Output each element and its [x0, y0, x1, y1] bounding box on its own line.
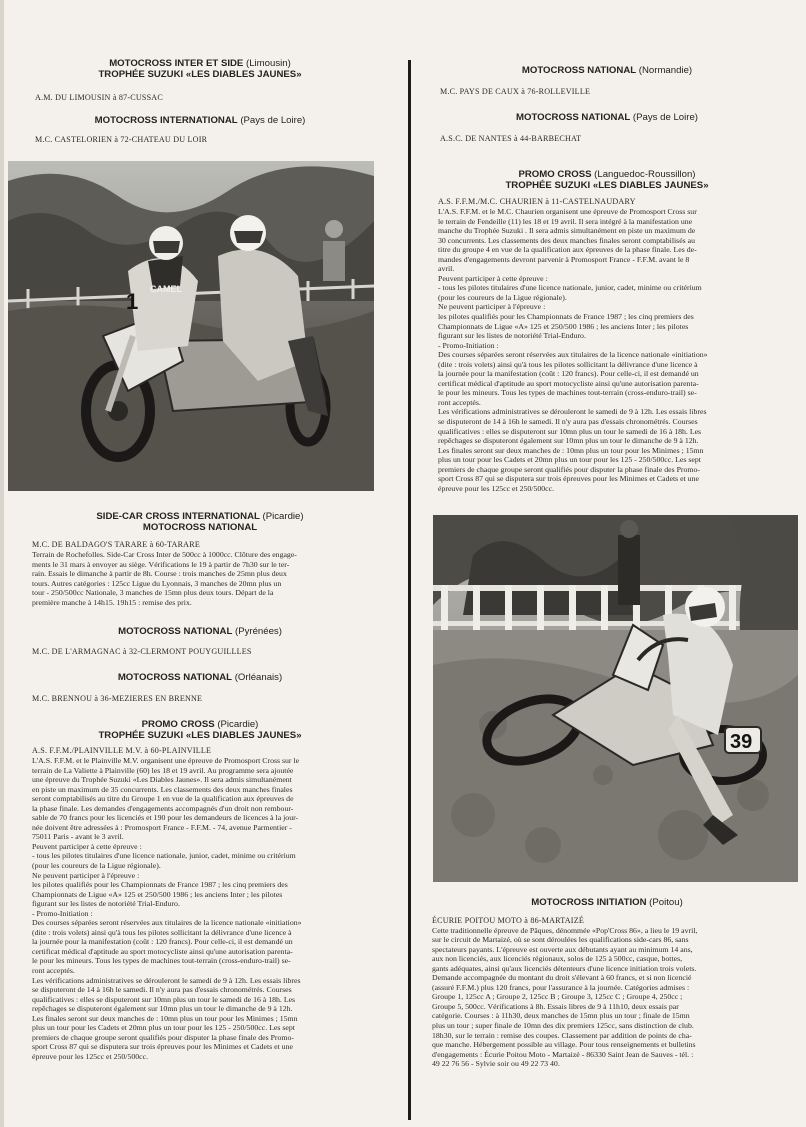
section-subheading: TROPHÉE SUZUKI «LES DIABLES JAUNES»	[98, 68, 302, 80]
section-body: L'A.S. F.F.M. et le Plainville M.V. organisent une épreuve de Promosport Cross sur le terrain de La Valiette à Plainville (60) les 18 et 19 avril. Au programme sera ajoutée une épreuve du Trophée Suzuki «Les Diables Jaunes». Il sera admis simultanément en piste un maximum de 35 concurrents. Les classements des deux manches finales seront comptabilisés au titre du Groupe 1 en vue de la qualification aux épreuves de la phase finale. Les demandes d'engagements accompagnés d'un droit non rembour- sable de 70 francs pour les licenciés et 190 pour les demandeurs de licences à la jour- née doivent être adressées à : Promosport France - F.F.M. - 74, avenue Parmentier - 75011 Paris - avant le 3 avril. Peuvent participer à cette épreuve : - tous les pilotes titulaires d'une licence nationale, junior, cadet, minime ou critérium (pour les coureurs de la Ligue régionale). Ne peuvent participer à l'épreuve : les pilotes qualifiés pour les Championnats de France 1987 ; les cinq premiers des Championnats de Ligue «A» 125 et 250/500 1986 ; les anciens Inter ; les pilotes figurant sur les listes de notoriété Trial-Enduro. - Promo-Initiation : Des courses séparées seront réservées aux titulaires de la licence nationale «initiation» (dite : trois volets) ainsi qu'à tous les pilotes sollicitant la délivrance d'une licence à la journée pour la manifestation (coût : 120 francs). Pour celle-ci, il est demandé un certificat médical d'aptitude au sport motocycliste ainsi qu'une autorisation parenta- le pour les mineurs. Tous les types de machines tout-terrain (cross-enduro-trail) se- ront acceptés. Les vérifications administratives se dérouleront le samedi de 9 à 12h. Les essais libres se disputeront de 14 à 16h le samedi. Il n'y aura pas d'essais chronométrés. Courses qualificatives : elles se disputeront sur 10mn plus un tour le samedi de 16 à 18h. Les repêchages se disputeront également sur 10mn plus un tour le dimanche de 9 à 12h. Les finales seront sur deux manches de : 10mn plus un tour pour les Minimes ; 15mn plus un tour pour les Cadets et 20mn plus un tour pour les 125 - 250/500cc. Les sept premiers de chaque groupe seront qualifiés pour disputer la phase finale des Promo- sport Cross 87 qui se disputera sur trois épreuves pour les Minimes et Cadets et une épreuve pour les 125cc et 250/500cc.	[32, 756, 302, 1061]
section-body: L'A.S. F.F.M. et le M.C. Chaurien organisent une épreuve de Promosport Cross sur le terrain de Fendeille (11) les 18 et 19 avril. Il sera intégré à la manifestation une manche du Trophée Suzuki . Il sera admis simultanément en piste un maximum de 30 concurrents. Les classements des deux manches finales seront comptabilisés au titre du groupe 4 en vue de la qualification aux épreuves de la phase finale. Les de- mandes d'engagements devront parvenir à Promosport France - F.F.M. avant le 8 avril. Peuvent participer à cette épreuve : - tous les pilotes titulaires d'une licence nationale, junior, cadet, minime ou critérium (pour les coureurs de la Ligue régionale). Ne peuvent participer à l'épreuve : les pilotes qualifiés pour les Championnats de France 1987 ; les cinq premiers des Championnats de Ligue «A» 125 et 250/500 1986 ; les anciens Inter ; les pilotes figurant sur les listes de notoriété Trial-Enduro. - Promo-Initiation : Des courses séparées seront réservées aux titulaires de la licence nationale «initiation» (dite : trois volets) ainsi qu'à tous les pilotes sollicitant la délivrance d'une licence à la journée pour la manifestation (coût : 120 francs). Pour celle-ci, il est demandé un certificat médical d'aptitude au sport motocycliste ainsi qu'une autorisation parenta- le pour les mineurs. Tous les types de machines tout-terrain (cross-enduro-trail) se- ront acceptés. Les vérifications administratives se dérouleront le samedi de 9 à 12h. Les essais libres se disputeront de 14 à 16h le samedi. Il n'y aura pas d'essais chronométrés. Courses qualificatives : elles se disputeront sur 10mn plus un tour le samedi de 16 à 18h. Les repêchages se disputeront également sur 10mn plus un tour le dimanche de 9 à 12h. Les finales seront sur deux manches de : 10mn plus un tour pour les Minimes ; 15mn plus un tour pour les Cadets et 20mn plus un tour pour les 125 - 250/500cc. Les sept premiers de chaque groupe seront qualifiés pour disputer la phase finale des Promo- sport Cross 87 qui se disputera sur trois épreuves pour les Minimes et Cadets et une épreuve pour les 125cc et 250/500cc.	[438, 207, 708, 493]
section-body: Terrain de Rochefolles. Side-Car Cross Inter de 500cc à 1000cc. Clôture des engage- ments le 31 mars à envoyer au siège. Vérifications le 19 à partir de 7h30 sur le ter- rain. Essais le dimanche à partir de 8h. Course : trois manches de 25mn plus deux tours. Autres catégories : 125cc Ligue du Lyonnais, 3 manches de 20mn plus un tour - 250/500cc Nationale, 3 manches de 15mn plus deux tours. Départ de la première manche à 14h15. 19h15 : remise des prix.	[32, 550, 297, 607]
column-divider	[408, 60, 411, 1120]
section-heading: MOTOCROSS NATIONAL (Orléanais)	[117, 672, 283, 683]
section-normandie	[416, 66, 798, 97]
club-name: A.S. F.F.M./PLAINVILLE M.V. à 60-PLAINVILLE	[32, 746, 212, 755]
section-pays-de-loire-right	[416, 113, 798, 144]
section-heading: MOTOCROSS INTERNATIONAL (Pays de Loire)	[94, 115, 306, 126]
section-heading: MOTOCROSS INITIATION (Poitou)	[531, 897, 683, 908]
rider-photo-image	[433, 515, 798, 882]
section-heading: MOTOCROSS NATIONAL (Pyrénées)	[118, 626, 282, 637]
section-heading: SIDE-CAR CROSS INTERNATIONAL (Picardie)	[96, 511, 304, 522]
sidecar-photo	[8, 161, 374, 491]
motocross-rider-photo	[433, 515, 798, 882]
section-subheading: TROPHÉE SUZUKI «LES DIABLES JAUNES»	[98, 729, 302, 741]
club-name: ÉCURIE POITOU MOTO à 86-MARTAIZÉ	[432, 915, 584, 925]
section-pyrenees	[6, 627, 394, 657]
section-orleanais	[6, 673, 394, 704]
section-heading: MOTOCROSS NATIONAL (Pays de Loire)	[516, 112, 698, 123]
club-name: A.M. DU LIMOUSIN à 87-CUSSAC	[35, 93, 163, 102]
club-name: M.C. DE BALDAGO'S TARARE à 60-TARARE	[32, 540, 200, 549]
section-body: Cette traditionnelle épreuve de Pâques, dénommée «Pop'Cross 86», a lieu le 19 avril, sur le circuit de Martaizé, où se sont déroulées les qualifications side-cars 86, sans spectateurs payants. L'épreuve est ouverte aux débutants ayant au minimum 14 ans, aux non licenciés, aux licenciés régionaux, solos de 125 à 500cc, casque, bottes, gants adéquates, ainsi qu'aux licenciés détenteurs d'une licence initiation trois volets. Demande accompagnée du montant du droit s'élevant à 60 francs, et si non licencié (assuré F.F.M.) plus 120 francs, pour l'assurance à la journée. Catégories admises : Groupe 1, 125cc A ; Groupe 2, 125cc B ; Groupe 3, 125cc C ; Groupe 4, 250cc ; Groupe 5, 500cc. Vérifications à 8h. Essais libres de 9 à 11h10, deux essais par catégorie. Courses : à 11h30, deux manches de 15mn plus un tour ; finale de 15mn plus un tour ; super finale de 10mn des dix premiers 125cc, sans distinction de club. 18h30, sur le terrain : remise des coupes. Classement par addition de points de cha- que manche. Hébergement possible au village. Pour tous renseignements et bulletins d'engagements : Écurie Poitou Moto - Martaizé - 86330 Saint Jean de Sauves - tél. : 49 22 76 56 - Sylvie soir ou 49 22 73 40.	[432, 925, 698, 1069]
sidecar-sponsor-text: CAMEL	[150, 284, 182, 294]
section-pays-de-loire	[6, 116, 394, 145]
page-edge	[0, 0, 4, 1127]
club-name: M.C. BRENNOU à 36-MEZIERES EN BRENNE	[32, 693, 203, 703]
section-subheading: TROPHÉE SUZUKI «LES DIABLES JAUNES»	[505, 179, 709, 191]
sidecar-photo-image	[8, 161, 374, 491]
section-heading: MOTOCROSS NATIONAL (Normandie)	[521, 65, 693, 76]
section-languedoc	[416, 170, 798, 493]
section-poitou	[416, 898, 798, 1069]
club-name: M.C. PAYS DE CAUX à 76-ROLLEVILLE	[440, 86, 591, 96]
club-name: A.S.C. DE NANTES à 44-BARBECHAT	[440, 133, 582, 143]
club-name: A.S. F.F.M./M.C. CHAURIEN à 11-CASTELNAUDARY	[438, 197, 636, 206]
section-heading: MOTOCROSS INTER ET SIDE (Limousin)	[109, 58, 291, 69]
sidecar-number: 1	[126, 289, 139, 314]
section-picardie-promo	[6, 720, 394, 1062]
section-limousin	[6, 59, 394, 103]
club-name: M.C. DE L'ARMAGNAC à 32-CLERMONT POUYGUILLLES	[32, 646, 252, 656]
section-subheading: MOTOCROSS NATIONAL	[142, 521, 258, 533]
section-picardie-sidecar	[6, 512, 394, 607]
club-name: M.C. CASTELORIEN à 72-CHATEAU DU LOIR	[35, 134, 208, 144]
section-heading: PROMO CROSS (Languedoc-Roussillon)	[518, 169, 696, 180]
section-heading: PROMO CROSS (Picardie)	[141, 719, 259, 730]
rider-number: 39	[730, 731, 753, 753]
